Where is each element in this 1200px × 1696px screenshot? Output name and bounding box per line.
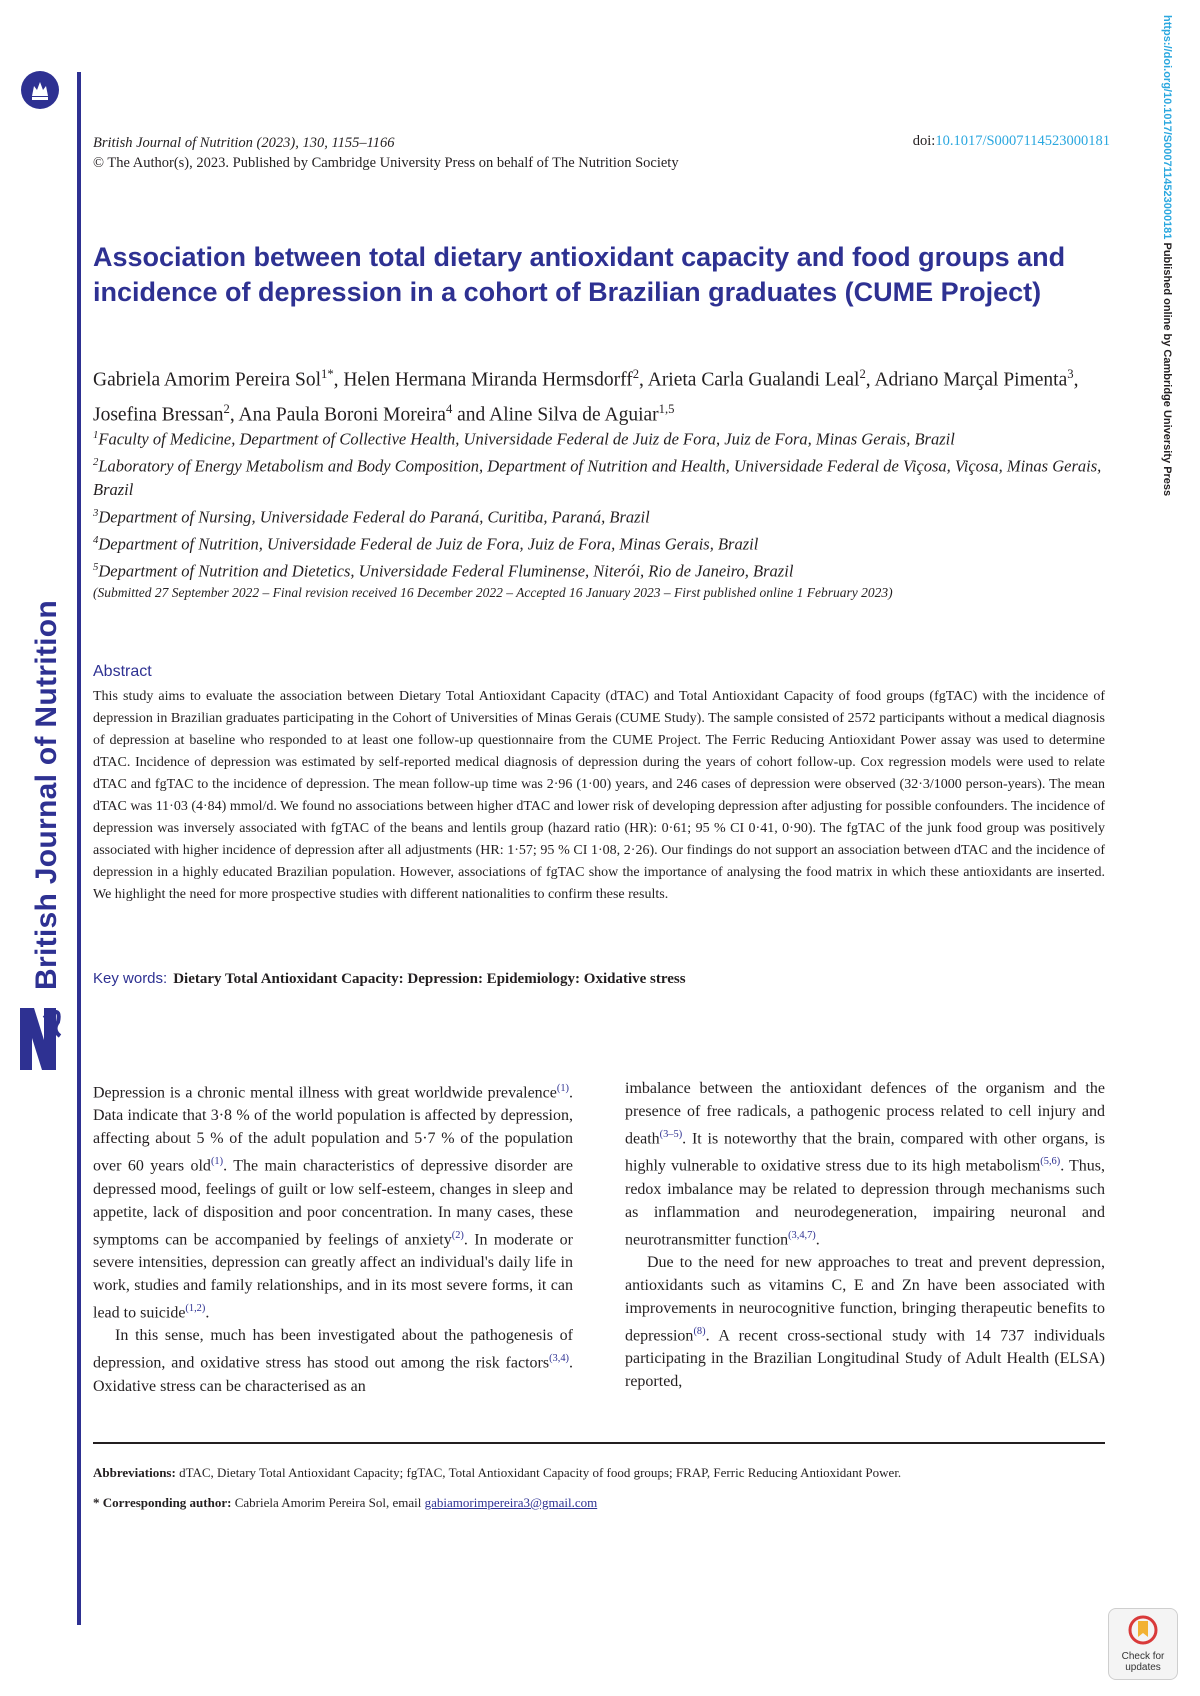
article-title: Association between total dietary antioxidant capacity and food groups and incidence of depression in a cohort of Brazilian graduates (CUME Project) bbox=[93, 242, 1066, 307]
citation-ref[interactable]: (1,2) bbox=[185, 1302, 206, 1314]
author-name: Josefina Bressan bbox=[93, 404, 224, 425]
doi bbox=[913, 133, 1110, 150]
citation-ref[interactable]: (1) bbox=[210, 1156, 224, 1168]
body-paragraph bbox=[625, 1251, 1105, 1393]
doi-vertical-link[interactable]: https://doi.org/10.1017/S0007114523000181 bbox=[1161, 15, 1173, 240]
journal-sidebar bbox=[0, 0, 82, 1625]
body-text: . bbox=[205, 1304, 210, 1322]
author-name: Gabriela Amorim Pereira Sol bbox=[93, 369, 321, 391]
author-separator: and bbox=[452, 404, 490, 425]
keywords bbox=[93, 970, 686, 988]
badge-line-2: updates bbox=[1125, 1662, 1161, 1673]
author-affiliation-mark: 2 bbox=[632, 367, 640, 381]
footnote-rule bbox=[93, 1442, 1105, 1444]
author-name: Arieta Carla Gualandi Leal bbox=[647, 369, 860, 391]
body-text: In this sense, much has been investigated about the pathogenesis of depression, and oxidative stress has stood out among the risk factors bbox=[93, 1327, 573, 1372]
abbreviations-text: dTAC, Dietary Total Antioxidant Capacity; fgTAC, Total Antioxidant Capacity of food groups; FRAP, Ferric Reducing Antioxidant Power. bbox=[175, 1465, 902, 1480]
body-paragraph bbox=[93, 1324, 573, 1397]
citation-ref[interactable]: (1) bbox=[556, 1083, 569, 1094]
body-column-left bbox=[93, 1077, 573, 1398]
author-affiliation-mark: 2 bbox=[223, 401, 230, 416]
author-separator: , bbox=[865, 369, 875, 391]
keywords-terms: Dietary Total Antioxidant Capacity: Depression: Epidemiology: Oxidative stress bbox=[173, 971, 686, 987]
affiliation-item bbox=[93, 556, 1113, 583]
body-paragraph bbox=[93, 1077, 573, 1324]
body-text: Due to the need for new approaches to treat and prevent depression, antioxidants such as vitamins C, E and Zn have been associated with improvements in neurocognitive function, bringing therapeutic benefits to depression bbox=[625, 1253, 1105, 1345]
affiliation-item bbox=[93, 502, 1113, 529]
author-name: Ana Paula Boroni Moreira bbox=[238, 404, 446, 425]
author-separator: , bbox=[333, 369, 344, 391]
body-text: . The main characteristics of depressive disorder are depressed mood, feelings of guilt or low self-esteem, changes in sleep and appetite, lack of disposition and poor concentration. In many cases, these symptoms can be accompanied by feelings of anxiety bbox=[93, 1157, 573, 1248]
author-list bbox=[93, 360, 1113, 429]
body-text: . Thus, redox imbalance may be related to depression through mechanisms such as inflammation and neurodegeneration, impairing neuronal and neurotransmitter function bbox=[625, 1157, 1105, 1248]
body-text: . It is noteworthy that the brain, compared with other organs, is highly vulnerable to oxidative stress due to its high metabolism bbox=[625, 1130, 1105, 1175]
author-name: Aline Silva de Aguiar bbox=[489, 404, 659, 425]
affiliation-item bbox=[93, 529, 1113, 556]
corresponding-email-link[interactable]: gabiamorimpereira3@gmail.com bbox=[424, 1495, 598, 1510]
author-separator: , bbox=[639, 369, 648, 391]
author-name: Adriano Marçal Pimenta bbox=[874, 369, 1068, 391]
citation-ref[interactable]: (3,4) bbox=[549, 1353, 569, 1365]
abbreviations-footnote bbox=[93, 1464, 1105, 1482]
body-paragraph bbox=[625, 1077, 1105, 1251]
affiliation-number: 2 bbox=[93, 456, 99, 468]
author-separator: , bbox=[1073, 369, 1079, 391]
body-text: . bbox=[815, 1230, 820, 1248]
author-affiliation-mark: 1* bbox=[320, 367, 334, 381]
sidebar-rule bbox=[77, 72, 81, 1625]
badge-line-1: Check for bbox=[1121, 1651, 1165, 1662]
author-affiliation-mark: 4 bbox=[445, 401, 453, 416]
body-text: . A recent cross-sectional study with 14 737 individuals participating in the Brazilian Longitudinal Study of Adult Health (ELSA) reported, bbox=[625, 1327, 1105, 1391]
affiliation-text: Faculty of Medicine, Department of Collective Health, Universidade Federal de Juiz de Fora, Juiz de Fora, Minas Gerais, Brazil bbox=[98, 429, 955, 449]
sidebar-journal-name: British Journal of Nutrition bbox=[30, 599, 63, 990]
affiliation-number: 5 bbox=[93, 560, 99, 573]
cambridge-crest-icon bbox=[20, 70, 60, 110]
author-name: Helen Hermana Miranda Hermsdorff bbox=[343, 369, 633, 391]
affiliation-text: Department of Nutrition and Dietetics, Universidade Federal Fluminense, Niterói, Rio de Janeiro, Brazil bbox=[98, 561, 794, 580]
affiliation-number: 3 bbox=[93, 506, 99, 519]
author-separator: , bbox=[229, 404, 239, 425]
affiliation-number: 4 bbox=[93, 533, 99, 546]
body-text: imbalance between the antioxidant defences of the organism and the presence of free radicals, a pathogenic process related to cell injury and death bbox=[625, 1080, 1105, 1148]
check-for-updates-icon bbox=[1128, 1615, 1158, 1649]
doi-vertical-strip bbox=[1161, 15, 1173, 1015]
doi-link[interactable]: 10.1017/S0007114523000181 bbox=[935, 133, 1110, 149]
abbreviations-label: Abbreviations: bbox=[93, 1465, 176, 1480]
body-text: . Data indicate that 3·8 % of the world population is affected by depression, affecting about 5 % of the adult population and 5·7 % of the population over 60 years old bbox=[93, 1084, 573, 1175]
author-affiliation-mark: 2 bbox=[859, 367, 866, 381]
check-for-updates-label bbox=[1109, 1651, 1177, 1673]
affiliation-text: Laboratory of Energy Metabolism and Body Composition, Department of Nutrition and Health, Universidade Federal de Viçosa, Viçosa, Minas Gerais, Brazil bbox=[93, 456, 1102, 499]
author-affiliation-mark: 3 bbox=[1067, 367, 1074, 381]
author-affiliation-mark: 1,5 bbox=[658, 401, 675, 416]
citation-ref[interactable]: (3,4,7) bbox=[788, 1229, 816, 1241]
body-text: . Oxidative stress can be characterised as an bbox=[93, 1354, 573, 1395]
citation-ref[interactable]: (2) bbox=[451, 1229, 464, 1241]
copyright: © The Author(s), 2023. Published by Cambridge University Press on behalf of The Nutrition Society bbox=[93, 155, 679, 171]
affiliation-text: Department of Nutrition, Universidade Federal de Juiz de Fora, Juiz de Fora, Minas Gerais, Brazil bbox=[98, 534, 759, 553]
corresponding-text: Cabriela Amorim Pereira Sol, email bbox=[231, 1495, 425, 1510]
publisher-note: Published online by Cambridge University Press bbox=[1161, 239, 1173, 497]
corresponding-label: * Corresponding author: bbox=[93, 1495, 232, 1510]
corresponding-author-footnote bbox=[93, 1494, 1105, 1512]
abstract-text: This study aims to evaluate the association between Dietary Total Antioxidant Capacity (dTAC) and Total Antioxidant Capacity of food groups (fgTAC) with the incidence of depression in Brazilian graduates participating in the Cohort of Universities of Minas Gerais (CUME Study). The sample consisted of 2572 participants without a medical diagnosis of depression at baseline who responded to at least one follow-up questionnaire from the CUME Project. The Ferric Reducing Antioxidant Power assay was used to determine dTAC. Incidence of depression was estimated by self-reported medical diagnosis of depression during the years of cohort follow-up. Cox regression models were used to relate dTAC and fgTAC to the incidence of depression. The mean follow-up time was 2·96 (1·00) years, and 246 cases of depression were observed (32·3/1000 person-years). The mean dTAC was 11·03 (4·84) mmol/d. We found no associations between higher dTAC and lower risk of developing depression after adjusting for possible confounders. The incidence of depression was inversely associated with fgTAC of the beans and lentils group (hazard ratio (HR): 0·61; 95 % CI 0·41, 0·90). The fgTAC of the junk food group was positively associated with higher incidence of depression after all adjustments (HR: 1·57; 95 % CI 1·08, 2·26). Our findings do not support an association between dTAC and the incidence of depression in a highly educated Brazilian population. However, associations of fgTAC show the importance of analysing the food matrix in which these antioxidants are inserted. We highlight the need for more prospective studies with different nationalities to confirm these results. bbox=[93, 689, 1105, 902]
body-text: . In moderate or severe intensities, depression can greatly affect an individual's daily life in work, studies and family relationships, and in its most severe forms, it can lead to suicide bbox=[93, 1230, 573, 1322]
doi-prefix: doi: bbox=[912, 133, 936, 149]
affiliation-text: Department of Nursing, Universidade Federal do Paraná, Curitiba, Paraná, Brazil bbox=[98, 507, 650, 526]
abstract-heading: Abstract bbox=[93, 663, 152, 680]
citation-ref[interactable]: (5,6) bbox=[1040, 1156, 1061, 1168]
citation: British Journal of Nutrition (2023), 130, 1155–1166 bbox=[93, 135, 395, 151]
body-column-right bbox=[625, 1077, 1105, 1393]
affiliation-item bbox=[93, 424, 1113, 451]
affiliation-list bbox=[93, 424, 1113, 583]
ns-logo-icon bbox=[14, 1000, 64, 1072]
keywords-label: Key words: bbox=[93, 970, 168, 987]
citation-ref[interactable]: (3–5) bbox=[659, 1129, 683, 1140]
body-text: Depression is a chronic mental illness with great worldwide prevalence bbox=[93, 1084, 557, 1102]
citation-ref[interactable]: (8) bbox=[693, 1325, 706, 1337]
journal-meta bbox=[93, 133, 679, 173]
affiliation-item bbox=[93, 451, 1113, 502]
check-for-updates-badge[interactable] bbox=[1108, 1608, 1178, 1680]
affiliation-number: 1 bbox=[93, 429, 99, 441]
submission-history: (Submitted 27 September 2022 – Final revision received 16 December 2022 – Accepted 16 January 2023 – First published online 1 February 2023) bbox=[93, 585, 893, 600]
